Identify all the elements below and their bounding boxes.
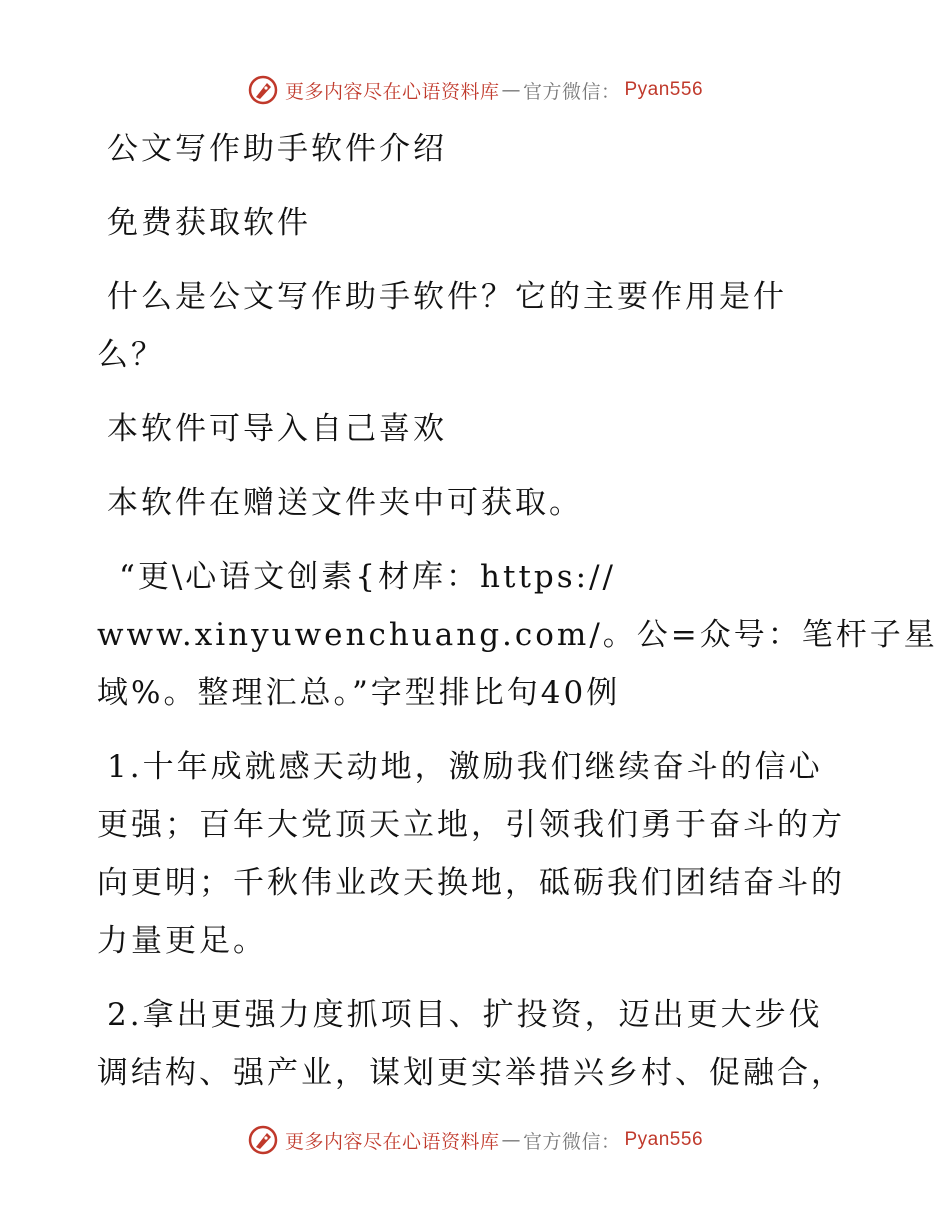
- gift-note: 本软件在赠送文件夹中可获取。: [107, 485, 583, 521]
- import-note: 本软件可导入自己喜欢: [107, 411, 447, 447]
- banner-wechat-label: 官方微信：: [522, 80, 621, 103]
- document-title: 公文写作助手软件介绍: [107, 131, 447, 167]
- banner-text: 更多内容尽在心语资料库: [284, 80, 500, 103]
- example-2-line-2: 调结构、强产业，谋划更实举措兴乡村、促融合，: [97, 1055, 845, 1091]
- example-1-line-4: 力量更足。: [97, 923, 267, 959]
- pen-nib-icon: [247, 1124, 279, 1156]
- example-1-line-2: 更强；百年大党顶天立地，引领我们勇于奋斗的方: [97, 807, 845, 843]
- source-line-3: 域%。整理汇总。”字型排比句40例: [97, 675, 621, 711]
- free-get-link: 免费获取软件: [107, 205, 311, 241]
- question-line-2: 么？: [97, 337, 165, 373]
- banner-separator: —: [501, 1129, 521, 1151]
- pen-nib-icon: [247, 74, 279, 106]
- example-2-line-1: 2.拿出更强力度抓项目、扩投资，迈出更大步伐: [107, 997, 823, 1033]
- source-line-2: www.xinyuwenchuang.com/。公=众号：笔杆子星: [97, 617, 938, 653]
- question-line-1: 什么是公文写作助手软件？它的主要作用是什: [107, 279, 787, 315]
- document-body: [97, 120, 938, 1102]
- footer-watermark: [0, 1120, 950, 1160]
- banner-text: 更多内容尽在心语资料库: [284, 1130, 500, 1153]
- source-line-1: “更\心语文创素{材库：https://: [119, 559, 616, 595]
- header-watermark: [0, 70, 950, 110]
- example-1-line-3: 向更明；千秋伟业改天换地，砥砺我们团结奋斗的: [97, 865, 845, 901]
- banner-wechat-id: Pyan556: [624, 79, 704, 100]
- banner-wechat-id: Pyan556: [624, 1129, 704, 1150]
- example-1-line-1: 1.十年成就感天动地，激励我们继续奋斗的信心: [107, 749, 823, 785]
- banner-wechat-label: 官方微信：: [522, 1130, 621, 1153]
- banner-separator: —: [501, 79, 521, 101]
